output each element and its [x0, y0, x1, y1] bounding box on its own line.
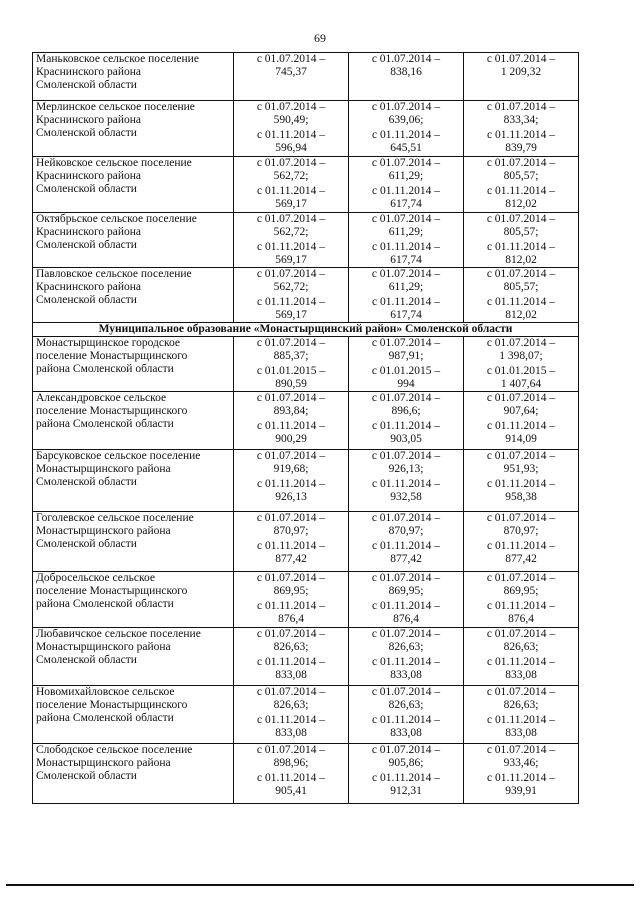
tariff-date: с 01.07.2014 –	[371, 572, 441, 584]
tariff-value: 833,08	[275, 669, 307, 681]
settlement-name	[33, 744, 234, 804]
settlement-name-line: Октябрьское сельское поселение	[36, 213, 197, 225]
tariff-date: с 01.07.2014 –	[486, 686, 556, 698]
tariff-value: 826,63;	[503, 641, 539, 653]
tariff-value: 877,42	[275, 553, 307, 565]
tariff-value: 914,09	[505, 433, 537, 445]
settlement-name	[33, 512, 234, 572]
tariff-date: с 01.07.2014 –	[371, 392, 441, 404]
table-row	[33, 686, 579, 744]
tariff-value: 905,41	[275, 785, 307, 797]
settlement-name	[33, 337, 234, 392]
settlement-name-line: Смоленской области	[36, 476, 137, 488]
tariff-value: 890,59	[275, 378, 307, 390]
tariff-value: 877,42	[390, 553, 422, 565]
tariff-date: с 01.11.2014 –	[257, 420, 325, 432]
tariff-date: с 01.11.2014 –	[372, 656, 440, 668]
tariff-date: с 01.07.2014 –	[256, 53, 326, 65]
tariff-date: с 01.11.2014 –	[487, 296, 555, 308]
tariff-cell-3	[464, 157, 579, 213]
tariff-value: 826,63;	[388, 641, 424, 653]
settlement-name	[33, 450, 234, 512]
tariff-date: с 01.11.2014 –	[487, 772, 555, 784]
settlement-name-line: Смоленской области	[36, 654, 137, 666]
settlement-name-line: Смоленской области	[36, 239, 137, 251]
settlement-name-line: Смоленской области	[36, 538, 137, 550]
settlement-name-line: Смоленской области	[36, 127, 137, 139]
tariff-value: 590,49;	[273, 114, 309, 126]
tariff-value: 617,74	[390, 309, 422, 321]
tariff-value: 745,37	[275, 66, 307, 78]
tariff-value: 569,17	[275, 198, 307, 210]
tariff-date: с 01.11.2014 –	[372, 714, 440, 726]
tariff-cell-3	[464, 450, 579, 512]
tariff-date: с 01.07.2014 –	[486, 337, 556, 349]
tariff-value: 617,74	[390, 198, 422, 210]
tariff-value: 562,72;	[273, 281, 309, 293]
tariff-date: с 01.01.2015 –	[371, 365, 441, 377]
settlement-name	[33, 157, 234, 213]
table-row	[33, 392, 579, 450]
tariff-date: с 01.11.2014 –	[257, 296, 325, 308]
tariff-cell-3	[464, 512, 579, 572]
tariff-cell-1	[234, 53, 349, 101]
tariff-date: с 01.11.2014 –	[487, 656, 555, 668]
section-title: Муниципальное образование «Монастырщинский район» Смоленской области	[33, 323, 579, 337]
tariff-value: 1 209,32	[500, 66, 542, 78]
tariff-value: 1 407,64	[500, 378, 542, 390]
settlement-name-line: поселение Монастырщинского	[36, 699, 188, 711]
tariff-cell-1	[234, 450, 349, 512]
settlement-name	[33, 686, 234, 744]
tariff-date: с 01.07.2014 –	[486, 53, 556, 65]
tariff-date: с 01.11.2014 –	[372, 241, 440, 253]
settlement-name	[33, 572, 234, 628]
tariff-date: с 01.07.2014 –	[371, 157, 441, 169]
table-row	[33, 450, 579, 512]
tariff-value: 826,63;	[273, 641, 309, 653]
tariff-cell-2	[349, 268, 464, 323]
tariff-value: 826,63;	[503, 699, 539, 711]
tariff-date: с 01.11.2014 –	[257, 656, 325, 668]
table-row	[33, 744, 579, 804]
settlement-name-line: Монастырщинского района	[36, 525, 171, 537]
tariff-cell-2	[349, 392, 464, 450]
tariff-value: 870,97;	[273, 525, 309, 537]
tariff-date: с 01.07.2014 –	[256, 512, 326, 524]
tariff-value: 838,16	[390, 66, 422, 78]
settlement-name	[33, 392, 234, 450]
tariff-date: с 01.07.2014 –	[371, 268, 441, 280]
tariff-value: 951,93;	[503, 463, 539, 475]
table-row	[33, 213, 579, 268]
settlement-name-line: Смоленской области	[36, 294, 137, 306]
tariff-cell-2	[349, 572, 464, 628]
tariff-value: 876,4	[278, 613, 304, 625]
tariff-date: с 01.07.2014 –	[256, 686, 326, 698]
tariff-value: 876,4	[508, 613, 534, 625]
tariff-date: с 01.11.2014 –	[487, 478, 555, 490]
tariff-value: 833,08	[505, 727, 537, 739]
tariff-value: 562,72;	[273, 170, 309, 182]
settlement-name-line: Краснинского района	[36, 226, 142, 238]
tariff-value: 939,91	[505, 785, 537, 797]
settlement-name-line: поселение Монастырщинского	[36, 585, 188, 597]
tariff-value: 611,29;	[388, 281, 424, 293]
tariff-value: 994	[397, 378, 415, 390]
tariff-date: с 01.07.2014 –	[256, 213, 326, 225]
settlement-name-line: района Смоленской области	[36, 363, 174, 375]
tariff-value: 926,13;	[388, 463, 424, 475]
settlement-name-line: поселение Монастырщинского	[36, 405, 188, 417]
settlement-name-line: Гоголевское сельское поселение	[36, 512, 194, 524]
page-number: 69	[314, 31, 326, 45]
tariff-cell-2	[349, 337, 464, 392]
tariff-cell-3	[464, 268, 579, 323]
tariff-date: с 01.07.2014 –	[256, 450, 326, 462]
tariff-value: 826,63;	[388, 699, 424, 711]
settlement-name-line: Павловское сельское поселение	[36, 268, 192, 280]
tariff-cell-1	[234, 512, 349, 572]
tariff-value: 958,38	[505, 491, 537, 503]
tariff-value: 905,86;	[388, 757, 424, 769]
tariff-date: с 01.11.2014 –	[372, 540, 440, 552]
tariff-value: 870,97;	[388, 525, 424, 537]
settlement-name-line: Любавичское сельское поселение	[36, 628, 201, 640]
tariff-value: 833,08	[275, 727, 307, 739]
tariff-cell-1	[234, 572, 349, 628]
tariff-date: с 01.11.2014 –	[487, 185, 555, 197]
tariff-date: с 01.11.2014 –	[372, 185, 440, 197]
tariff-value: 896,6;	[391, 405, 421, 417]
settlement-name	[33, 53, 234, 101]
tariff-date: с 01.07.2014 –	[371, 450, 441, 462]
tariff-date: с 01.07.2014 –	[256, 392, 326, 404]
tariff-cell-1	[234, 686, 349, 744]
tariff-date: с 01.07.2014 –	[486, 450, 556, 462]
settlement-name-line: Новомихайловское сельское	[36, 686, 175, 698]
table-row	[33, 53, 579, 101]
table-row	[33, 628, 579, 686]
tariff-value: 805,57;	[503, 170, 539, 182]
tariff-value: 919,68;	[273, 463, 309, 475]
tariff-value: 805,57;	[503, 281, 539, 293]
settlement-name	[33, 101, 234, 157]
tariff-date: с 01.07.2014 –	[371, 337, 441, 349]
tariff-value: 833,08	[390, 669, 422, 681]
tariff-date: с 01.11.2014 –	[372, 600, 440, 612]
tariff-value: 877,42	[505, 553, 537, 565]
tariff-value: 805,57;	[503, 226, 539, 238]
settlement-name	[33, 628, 234, 686]
tariff-date: с 01.07.2014 –	[486, 744, 556, 756]
tariff-cell-2	[349, 53, 464, 101]
tariff-date: с 01.07.2014 –	[371, 101, 441, 113]
settlement-name-line: Смоленской области	[36, 770, 137, 782]
settlement-name-line: Слободское сельское поселение	[36, 744, 193, 756]
tariff-cell-3	[464, 628, 579, 686]
tariff-cell-2	[349, 157, 464, 213]
tariff-date: с 01.07.2014 –	[486, 213, 556, 225]
tariff-date: с 01.11.2014 –	[487, 540, 555, 552]
tariff-value: 569,17	[275, 309, 307, 321]
settlement-name-line: Краснинского района	[36, 170, 142, 182]
tariff-date: с 01.07.2014 –	[256, 628, 326, 640]
table-row	[33, 572, 579, 628]
table-row	[33, 512, 579, 572]
tariff-cell-2	[349, 450, 464, 512]
settlement-name-line: района Смоленской области	[36, 418, 174, 430]
tariff-date: с 01.07.2014 –	[486, 512, 556, 524]
tariff-date: с 01.07.2014 –	[371, 53, 441, 65]
tariff-table-body	[33, 53, 579, 804]
tariff-date: с 01.07.2014 –	[371, 744, 441, 756]
tariff-value: 933,46;	[503, 757, 539, 769]
table-row	[33, 157, 579, 213]
tariff-date: с 01.11.2014 –	[487, 420, 555, 432]
tariff-value: 617,74	[390, 254, 422, 266]
settlement-name	[33, 268, 234, 323]
tariff-date: с 01.11.2014 –	[257, 185, 325, 197]
table-row	[33, 101, 579, 157]
tariff-cell-2	[349, 628, 464, 686]
settlement-name-line: Барсуковское сельское поселение	[36, 450, 201, 462]
tariff-value: 870,97;	[503, 525, 539, 537]
table-row	[33, 337, 579, 392]
section-row	[33, 323, 579, 337]
tariff-value: 907,64;	[503, 405, 539, 417]
tariff-value: 885,37;	[273, 350, 309, 362]
tariff-value: 869,95;	[503, 585, 539, 597]
settlement-name-line: Маньковское сельское поселение	[36, 53, 199, 65]
tariff-value: 926,13	[275, 491, 307, 503]
tariff-date: с 01.07.2014 –	[256, 337, 326, 349]
settlement-name-line: Краснинского района	[36, 281, 142, 293]
tariff-value: 839,79	[505, 142, 537, 154]
settlement-name-line: Мерлинское сельское поселение	[36, 101, 195, 113]
table-row	[33, 268, 579, 323]
tariff-date: с 01.07.2014 –	[256, 268, 326, 280]
tariff-value: 812,02	[505, 309, 537, 321]
tariff-value: 1 398,07;	[499, 350, 543, 362]
tariff-date: с 01.11.2014 –	[372, 420, 440, 432]
tariff-date: с 01.01.2015 –	[256, 365, 326, 377]
tariff-cell-2	[349, 512, 464, 572]
tariff-value: 987,91;	[388, 350, 424, 362]
tariff-cell-1	[234, 157, 349, 213]
tariff-value: 611,29;	[388, 226, 424, 238]
tariff-date: с 01.07.2014 –	[256, 744, 326, 756]
tariff-table	[32, 52, 579, 804]
tariff-date: с 01.07.2014 –	[371, 686, 441, 698]
tariff-date: с 01.07.2014 –	[486, 628, 556, 640]
tariff-value: 900,29	[275, 433, 307, 445]
tariff-date: с 01.11.2014 –	[372, 772, 440, 784]
tariff-cell-2	[349, 101, 464, 157]
tariff-value: 869,95;	[273, 585, 309, 597]
bottom-rule	[6, 884, 634, 886]
settlement-name-line: Смоленской области	[36, 79, 137, 91]
tariff-date: с 01.07.2014 –	[371, 213, 441, 225]
settlement-name-line: Монастырщинского района	[36, 463, 171, 475]
tariff-cell-3	[464, 686, 579, 744]
tariff-date: с 01.07.2014 –	[371, 628, 441, 640]
tariff-value: 898,96;	[273, 757, 309, 769]
tariff-cell-3	[464, 53, 579, 101]
tariff-date: с 01.11.2014 –	[257, 478, 325, 490]
tariff-value: 903,05	[390, 433, 422, 445]
settlement-name-line: Смоленской области	[36, 183, 137, 195]
settlement-name-line: Монастырщинского района	[36, 641, 171, 653]
tariff-value: 912,31	[390, 785, 422, 797]
tariff-cell-1	[234, 337, 349, 392]
tariff-value: 611,29;	[388, 170, 424, 182]
tariff-cell-3	[464, 101, 579, 157]
tariff-value: 869,95;	[388, 585, 424, 597]
tariff-cell-1	[234, 744, 349, 804]
tariff-date: с 01.07.2014 –	[486, 268, 556, 280]
tariff-value: 562,72;	[273, 226, 309, 238]
tariff-cell-1	[234, 213, 349, 268]
settlement-name-line: района Смоленской области	[36, 712, 174, 724]
settlement-name-line: района Смоленской области	[36, 598, 174, 610]
settlement-name-line: Монастырщинское городское	[36, 337, 180, 349]
tariff-cell-2	[349, 744, 464, 804]
settlement-name-line: Краснинского района	[36, 114, 142, 126]
tariff-date: с 01.11.2014 –	[487, 129, 555, 141]
tariff-date: с 01.07.2014 –	[486, 101, 556, 113]
settlement-name-line: Краснинского района	[36, 66, 142, 78]
tariff-cell-1	[234, 628, 349, 686]
tariff-date: с 01.11.2014 –	[257, 540, 325, 552]
tariff-date: с 01.11.2014 –	[257, 714, 325, 726]
tariff-cell-3	[464, 337, 579, 392]
tariff-value: 569,17	[275, 254, 307, 266]
tariff-value: 833,08	[390, 727, 422, 739]
tariff-date: с 01.11.2014 –	[257, 241, 325, 253]
tariff-date: с 01.11.2014 –	[372, 129, 440, 141]
tariff-value: 932,58	[390, 491, 422, 503]
tariff-date: с 01.11.2014 –	[487, 714, 555, 726]
tariff-cell-1	[234, 268, 349, 323]
tariff-date: с 01.11.2014 –	[257, 772, 325, 784]
tariff-cell-2	[349, 213, 464, 268]
tariff-value: 645,51	[390, 142, 422, 154]
tariff-date: с 01.07.2014 –	[486, 572, 556, 584]
tariff-value: 812,02	[505, 198, 537, 210]
tariff-value: 833,08	[505, 669, 537, 681]
tariff-date: с 01.07.2014 –	[256, 572, 326, 584]
tariff-date: с 01.07.2014 –	[256, 157, 326, 169]
settlement-name-line: Александровское сельское	[36, 392, 167, 404]
tariff-value: 876,4	[393, 613, 419, 625]
tariff-cell-2	[349, 686, 464, 744]
settlement-name-line: Нейковское сельское поселение	[36, 157, 192, 169]
tariff-date: с 01.07.2014 –	[371, 512, 441, 524]
tariff-date: с 01.07.2014 –	[486, 392, 556, 404]
tariff-cell-3	[464, 744, 579, 804]
tariff-value: 893,84;	[273, 405, 309, 417]
tariff-date: с 01.11.2014 –	[487, 600, 555, 612]
settlement-name-line: поселение Монастырщинского	[36, 350, 188, 362]
tariff-value: 596,94	[275, 142, 307, 154]
tariff-cell-3	[464, 572, 579, 628]
tariff-cell-1	[234, 101, 349, 157]
settlement-name	[33, 213, 234, 268]
tariff-date: с 01.11.2014 –	[257, 600, 325, 612]
tariff-value: 833,34;	[503, 114, 539, 126]
tariff-value: 826,63;	[273, 699, 309, 711]
tariff-cell-3	[464, 213, 579, 268]
tariff-value: 812,02	[505, 254, 537, 266]
tariff-date: с 01.11.2014 –	[257, 129, 325, 141]
tariff-cell-1	[234, 392, 349, 450]
settlement-name-line: Монастырщинского района	[36, 757, 171, 769]
settlement-name-line: Добросельское сельское	[36, 572, 155, 584]
tariff-date: с 01.11.2014 –	[372, 478, 440, 490]
tariff-date: с 01.07.2014 –	[256, 101, 326, 113]
tariff-date: с 01.11.2014 –	[372, 296, 440, 308]
tariff-date: с 01.11.2014 –	[487, 241, 555, 253]
tariff-value: 639,06;	[388, 114, 424, 126]
tariff-cell-3	[464, 392, 579, 450]
tariff-date: с 01.07.2014 –	[486, 157, 556, 169]
tariff-date: с 01.01.2015 –	[486, 365, 556, 377]
